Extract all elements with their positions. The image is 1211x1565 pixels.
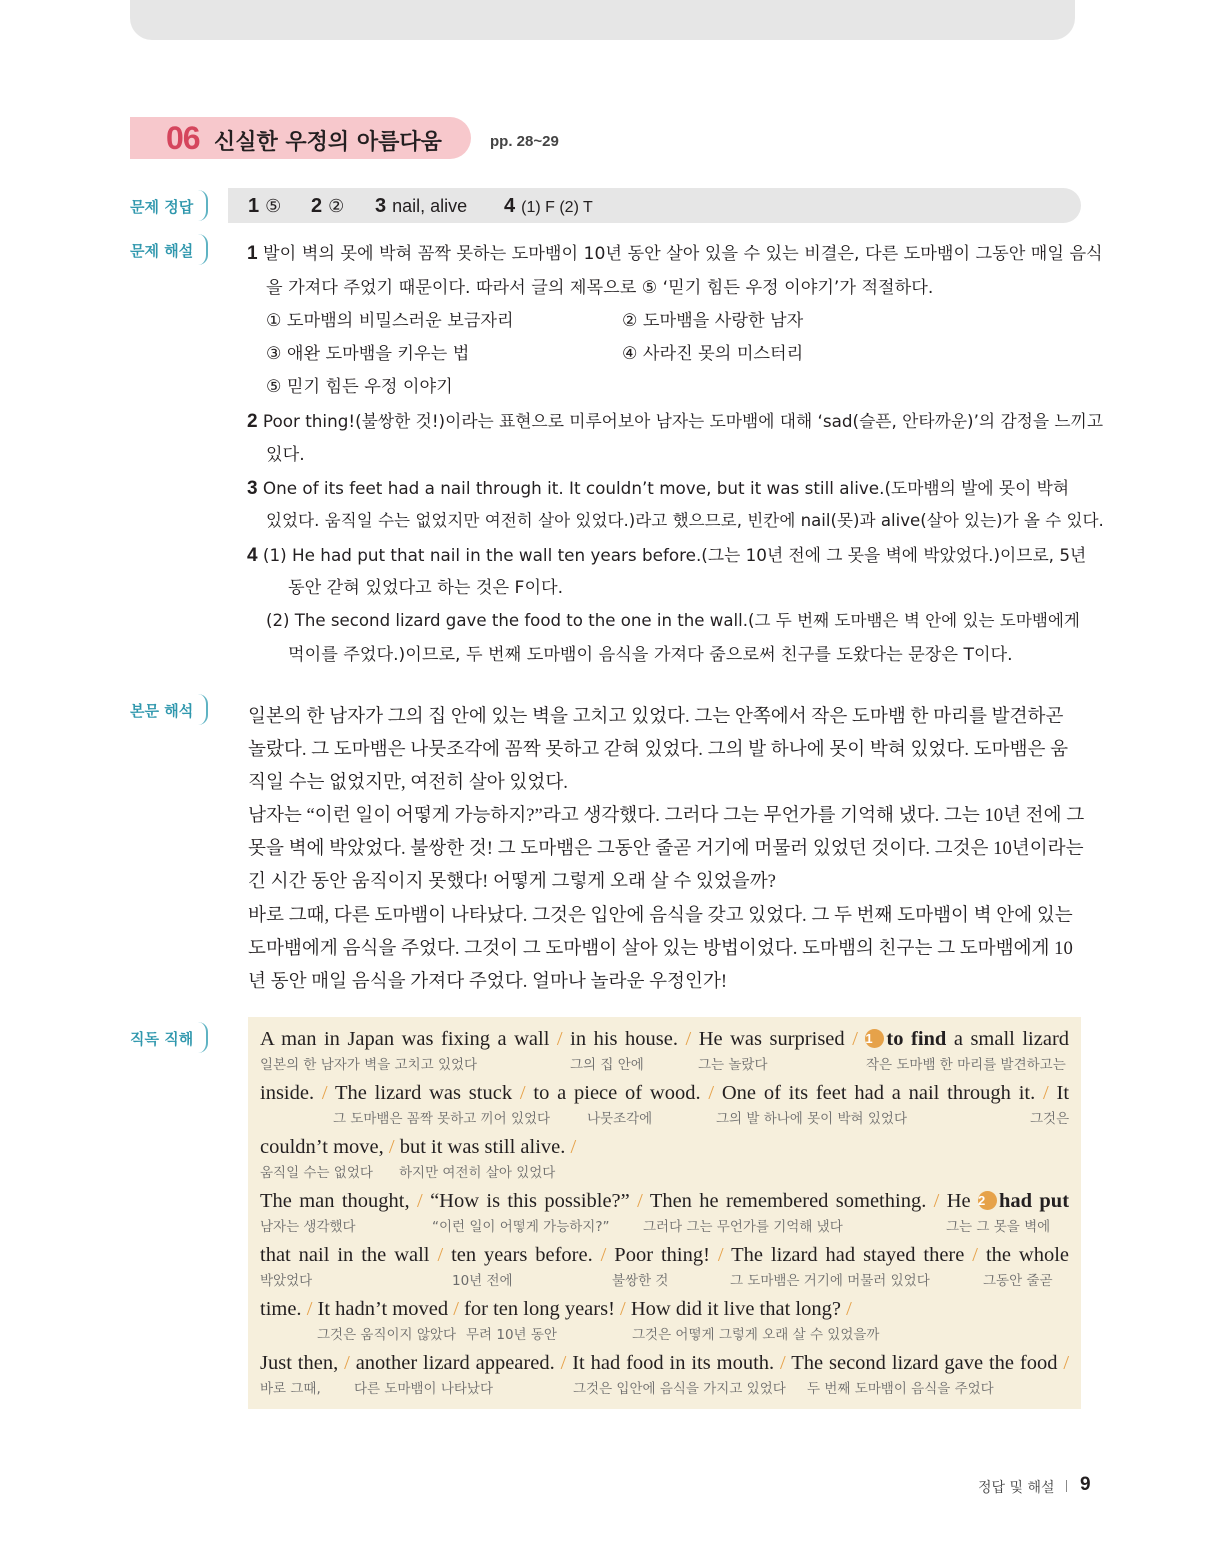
translation-line: 남자는 “이런 일이 어떻게 가능하지?”라고 생각했다. 그러다 그는 무언가를 기억해 냈다. 그는 10년 전에 그: [248, 805, 1085, 826]
explanation-line: 2 Poor thing!(불쌍한 것!)이라는 표현으로 미루어보아 남자는 도마뱀에 대해 ‘sad(슬픈, 안타까운)’의 감정을 느끼고: [247, 411, 1104, 432]
direct-english-line: inside. / The lizard was stuck / to a piece of wood. / One of its feet had a nail through it. / It: [260, 1082, 1070, 1104]
footer-label: 정답 및 해설: [978, 1480, 1055, 1496]
label-translation: 본문 해석: [130, 694, 208, 725]
translation-line: 년 동안 매일 음식을 가져다 주었다. 얼마나 놀라운 우정인가!: [248, 971, 728, 992]
answers-bar: [228, 188, 1081, 223]
direct-korean-gloss: 그러다 그는 무언가를 기억해 냈다: [643, 1219, 843, 1235]
direct-korean-gloss: 그동안 줄곧: [983, 1273, 1053, 1289]
direct-english-line: that nail in the wall / ten years before. / Poor thing! / The lizard had stayed there / the whole: [260, 1244, 1070, 1266]
explanation-line: 동안 갇혀 있었다고 하는 것은 F이다.: [288, 578, 564, 598]
direct-korean-gloss: 남자는 생각했다: [260, 1219, 356, 1235]
direct-korean-gloss: 다른 도마뱀이 나타났다: [354, 1381, 493, 1397]
direct-korean-gloss: 움직일 수는 없었다: [260, 1165, 373, 1181]
direct-korean-gloss: 그의 집 안에: [570, 1057, 644, 1073]
top-decorative-bar: [130, 0, 1075, 40]
direct-korean-gloss: 나뭇조각에: [587, 1111, 653, 1127]
explanation-option: ② 도마뱀을 사랑한 남자: [622, 311, 804, 331]
direct-english-line: The man thought, / “How is this possible?” / Then he remembered something. / He 2 had put: [260, 1190, 1070, 1212]
explanation-line: 을 가져다 주었기 때문이다. 따라서 글의 제목으로 ⑤ ‘믿기 힘든 우정 이야기’가 적절하다.: [266, 278, 934, 298]
explanation-line: 3 One of its feet had a nail through it. It couldn’t move, but it was still alive.(도마뱀의 발에 못이 박혀: [247, 478, 1070, 499]
explanation-option: ③ 애완 도마뱀을 키우는 법: [266, 344, 470, 364]
translation-line: 일본의 한 남자가 그의 집 안에 있는 벽을 고치고 있었다. 그는 안쪽에서 작은 도마뱀 한 마리를 발견하곤: [248, 706, 1064, 727]
number-badge-icon: 1: [865, 1029, 884, 1048]
answer-4: 4 (1) F (2) T: [504, 195, 593, 217]
explanation-line: 있었다. 움직일 수는 없었지만 여전히 살아 있었다.)라고 했으므로, 빈칸에 nail(못)과 alive(살아 있는)가 올 수 있다.: [266, 511, 1104, 530]
section-title: 신실한 우정의 아름다움: [214, 130, 442, 155]
label-answer: 문제 정답: [130, 190, 208, 221]
direct-korean-gloss: 그것은 입안에 음식을 가지고 있었다: [573, 1381, 786, 1397]
direct-korean-gloss: 그것은 어떻게 그렇게 오래 살 수 있었을까: [632, 1327, 880, 1343]
explanation-option: ① 도마뱀의 비밀스러운 보금자리: [266, 311, 514, 331]
direct-english-line: Just then, / another lizard appeared. / It had food in its mouth. / The second lizard gave the food /: [260, 1352, 1070, 1374]
direct-english-line: couldn’t move, / but it was still alive. /: [260, 1136, 577, 1158]
page-number: 9: [1080, 1474, 1091, 1495]
explanation-line: 1 발이 벽의 못에 박혀 꼼짝 못하는 도마뱀이 10년 동안 살아 있을 수 있는 비결은, 다른 도마뱀이 그동안 매일 음식: [247, 243, 1103, 264]
explanation-line: 있다.: [266, 445, 305, 465]
direct-korean-gloss: 박았었다: [260, 1273, 313, 1289]
direct-korean-gloss: 두 번째 도마뱀이 음식을 주었다: [807, 1381, 994, 1397]
explanation-line: (2) The second lizard gave the food to the one in the wall.(그 두 번째 도마뱀은 벽 안에 있는 도마뱀에게: [266, 611, 1080, 630]
section-number: 06: [166, 120, 200, 156]
explanation-line: 4 (1) He had put that nail in the wall ten years before.(그는 10년 전에 그 못을 벽에 박았었다.)이므로, 5년: [247, 545, 1087, 566]
explanation-option: ⑤ 믿기 힘든 우정 이야기: [266, 377, 453, 397]
direct-korean-gloss: 무려 10년 동안: [466, 1327, 557, 1343]
footer-divider: [1066, 1480, 1067, 1492]
number-badge-icon: 2: [978, 1191, 997, 1210]
direct-korean-gloss: 하지만 여전히 살아 있었다: [399, 1165, 556, 1181]
direct-korean-gloss: 작은 도마뱀 한 마리를 발견하고는: [866, 1057, 1066, 1073]
answer-2: 2 ②: [311, 195, 345, 217]
direct-korean-gloss: 그것은 움직이지 않았다: [317, 1327, 456, 1343]
translation-line: 도마뱀에게 음식을 주었다. 그것이 그 도마뱀이 살아 있는 방법이었다. 도마뱀의 친구는 그 도마뱀에게 10: [248, 938, 1073, 959]
explanation-option: ④ 사라진 못의 미스터리: [622, 344, 804, 364]
label-explanation: 문제 해설: [130, 234, 208, 265]
page-reference: pp. 28~29: [490, 133, 559, 150]
direct-english-line: time. / It hadn’t moved / for ten long years! / How did it live that long? /: [260, 1298, 852, 1320]
answer-3: 3 nail, alive: [375, 195, 468, 217]
translation-line: 바로 그때, 다른 도마뱀이 나타났다. 그것은 입안에 음식을 갖고 있었다. 그 두 번째 도마뱀이 벽 안에 있는: [248, 905, 1073, 926]
answer-1: 1 ⑤: [248, 195, 282, 217]
translation-line: 긴 시간 동안 움직이지 못했다! 어떻게 그렇게 오래 살 수 있었을까?: [248, 871, 776, 892]
direct-korean-gloss: 바로 그때,: [260, 1381, 321, 1397]
translation-line: 못을 벽에 박았었다. 불쌍한 것! 그 도마뱀은 그동안 줄곧 거기에 머물러 있었던 것이다. 그것은 10년이라는: [248, 838, 1084, 859]
direct-korean-gloss: 그의 발 하나에 못이 박혀 있었다: [716, 1111, 907, 1127]
direct-english-line: A man in Japan was fixing a wall / in his house. / He was surprised / 1 to find a small lizard: [260, 1028, 1070, 1050]
direct-korean-gloss: 그는 그 못을 벽에: [946, 1219, 1051, 1235]
label-direct-reading: 직독 직해: [130, 1022, 208, 1053]
direct-korean-gloss: 그것은: [1030, 1111, 1070, 1127]
direct-korean-gloss: 그 도마뱀은 꼼짝 못하고 끼어 있었다: [333, 1111, 551, 1127]
translation-line: 놀랐다. 그 도마뱀은 나뭇조각에 꼼짝 못하고 갇혀 있었다. 그의 발 하나에 못이 박혀 있었다. 도마뱀은 움: [248, 739, 1069, 760]
direct-korean-gloss: 불쌍한 것: [612, 1273, 669, 1289]
section-header: [130, 117, 471, 159]
direct-korean-gloss: 일본의 한 남자가 벽을 고치고 있었다: [260, 1057, 478, 1073]
direct-korean-gloss: 그 도마뱀은 거기에 머물러 있었다: [730, 1273, 930, 1289]
direct-korean-gloss: 그는 놀랐다: [698, 1057, 768, 1073]
direct-korean-gloss: 10년 전에: [452, 1273, 513, 1289]
direct-korean-gloss: “이런 일이 어떻게 가능하지?”: [432, 1219, 610, 1235]
explanation-line: 먹이를 주었다.)이므로, 두 번째 도마뱀이 음식을 가져다 줌으로써 친구를 도왔다는 문장은 T이다.: [288, 645, 1013, 665]
translation-line: 직일 수는 없었지만, 여전히 살아 있었다.: [248, 772, 568, 793]
direct-reading-box: [248, 1017, 1081, 1409]
